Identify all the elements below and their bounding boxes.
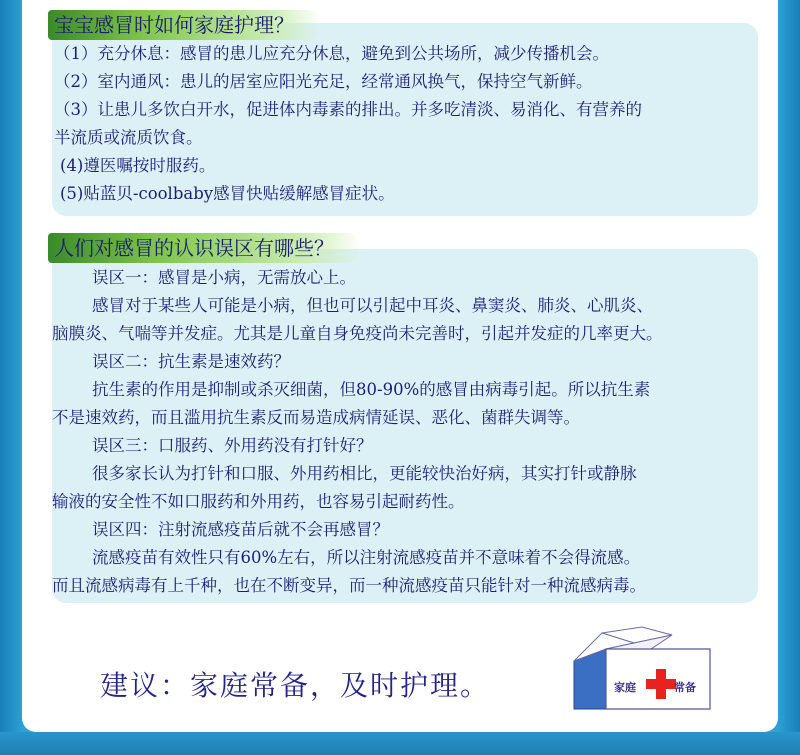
bottom-strip	[0, 732, 800, 755]
home-care-line: （3）让患儿多饮白开水，促进体内毒素的排出。并多吃清淡、易消化、有营养的	[54, 100, 642, 119]
misconception-line: 误区一：感冒是小病，无需放心上。	[92, 268, 356, 287]
misconception-line: 而且流感病毒有上千种，也在不断变异，而一种流感疫苗只能针对一种流感病毒。	[52, 576, 646, 595]
box-label-right: 常备	[674, 681, 696, 694]
first-aid-box-icon	[572, 625, 714, 710]
home-care-line: 半流质或流质饮食。	[54, 128, 203, 147]
box-label-left: 家庭	[614, 681, 636, 694]
misconception-line: 误区二：抗生素是速效药？	[92, 352, 290, 371]
misconceptions-heading: 人们对感冒的认识误区有哪些？	[48, 233, 362, 263]
home-care-line: (5)贴蓝贝-coolbaby感冒快贴缓解感冒症状。	[60, 184, 395, 203]
misconception-line: 输液的安全性不如口服药和外用药，也容易引起耐药性。	[52, 492, 465, 511]
misconception-line: 感冒对于某些人可能是小病，但也可以引起中耳炎、鼻窦炎、肺炎、心肌炎、	[92, 296, 653, 315]
home-care-line: （1）充分休息：感冒的患儿应充分休息，避免到公共场所，减少传播机会。	[54, 44, 609, 63]
home-care-heading: 宝宝感冒时如何家庭护理？	[48, 10, 322, 40]
misconception-line: 误区四：注射流感疫苗后就不会再感冒？	[92, 520, 389, 539]
misconception-line: 误区三：口服药、外用药没有打针好？	[92, 436, 373, 455]
misconception-line: 流感疫苗有效性只有60%左右，所以注射流感疫苗并不意味着不会得流感。	[92, 548, 641, 567]
home-care-line: （2）室内通风：患儿的居室应阳光充足，经常通风换气，保持空气新鲜。	[54, 72, 593, 91]
misconception-line: 不是速效药，而且滥用抗生素反而易造成病情延误、恶化、菌群失调等。	[52, 408, 580, 427]
misconception-line: 抗生素的作用是抑制或杀灭细菌，但80-90%的感冒由病毒引起。所以抗生素	[92, 380, 651, 399]
misconception-line: 很多家长认为打针和口服、外用药相比，更能较快治好病，其实打针或静脉	[92, 464, 637, 483]
misconception-line: 脑膜炎、气喘等并发症。尤其是儿童自身免疫尚未完善时，引起并发症的几率更大。	[52, 324, 663, 343]
home-care-line: (4)遵医嘱按时服药。	[60, 156, 216, 175]
suggestion-text: 建议：家庭常备，及时护理。	[100, 669, 491, 702]
